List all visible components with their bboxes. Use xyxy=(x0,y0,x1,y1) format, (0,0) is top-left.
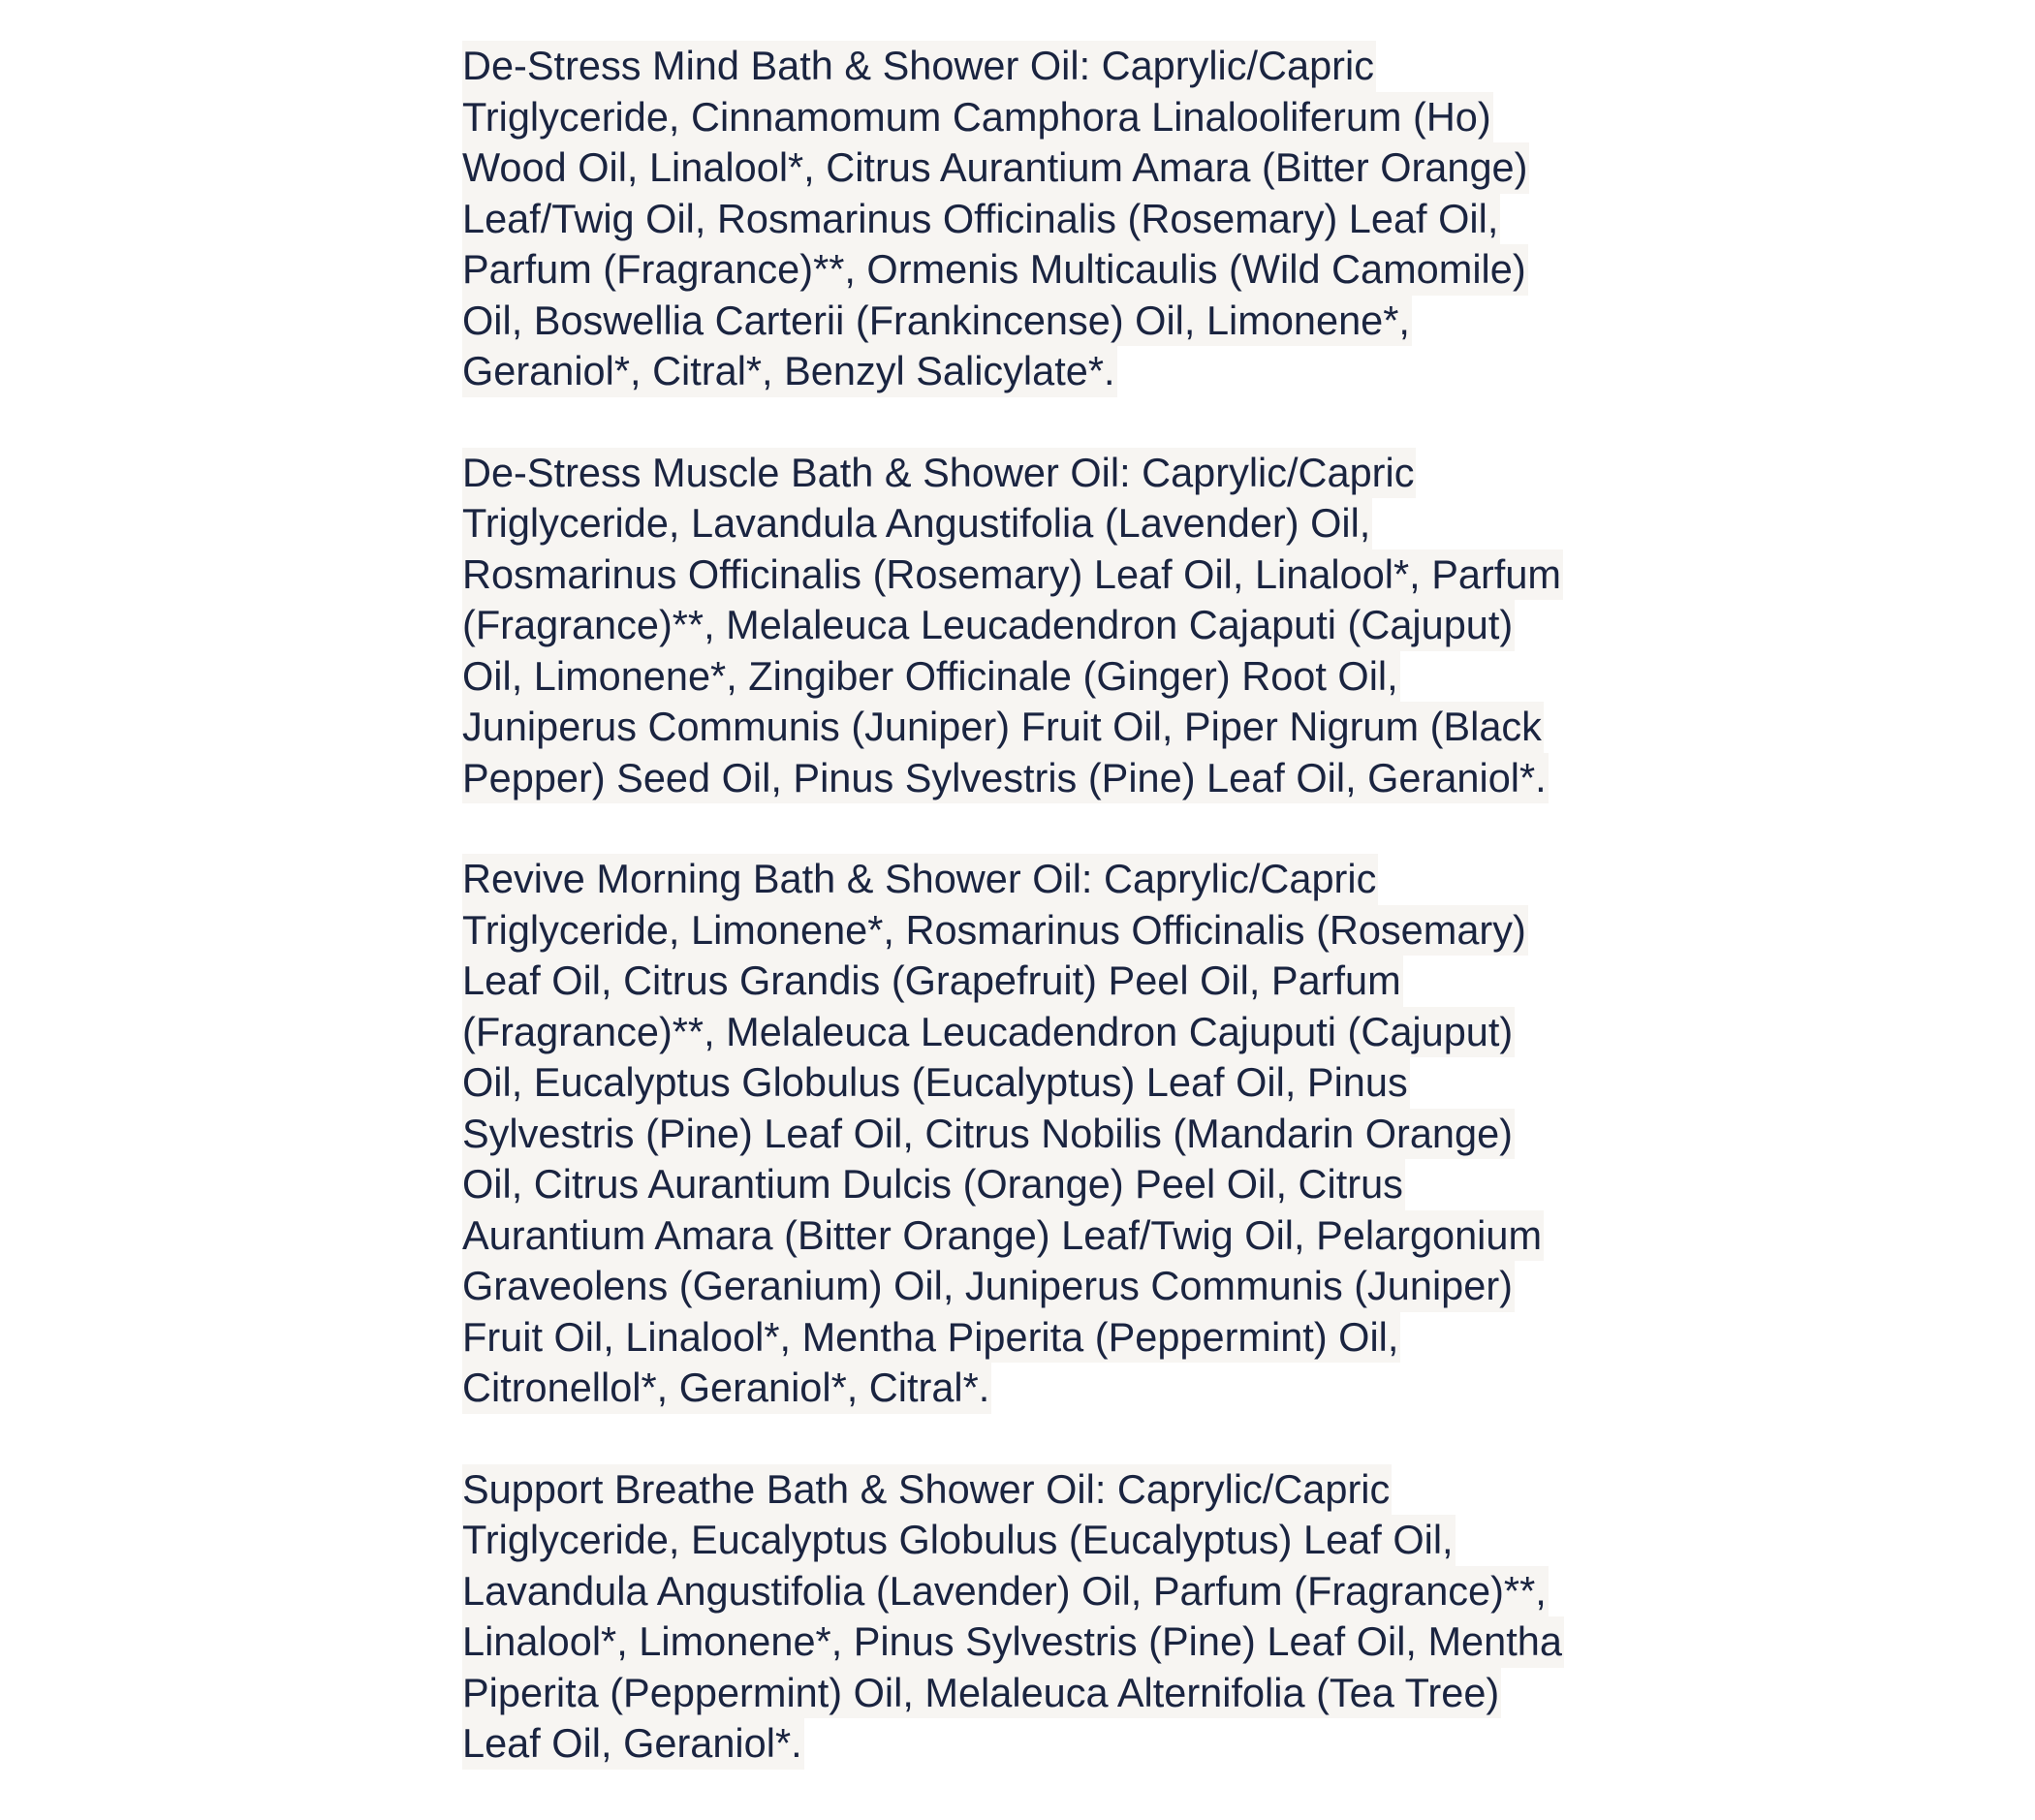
text-line: (Fragrance)**, Melaleuca Leucadendron Cajuputi (Cajuput) xyxy=(462,1007,1515,1058)
text-line: Lavandula Angustifolia (Lavender) Oil, Parfum (Fragrance)**, xyxy=(462,1566,1549,1617)
ingredient-block-de-stress-muscle xyxy=(462,448,1615,804)
ingredient-block-revive-morning xyxy=(462,854,1615,1414)
text-line: Triglyceride, Lavandula Angustifolia (Lavender) Oil, xyxy=(462,498,1372,549)
text-line: Oil, Boswellia Carterii (Frankincense) Oil, Limonene*, xyxy=(462,296,1412,347)
ingredient-block-de-stress-mind xyxy=(462,41,1615,397)
text-line: Juniperus Communis (Juniper) Fruit Oil, Piper Nigrum (Black xyxy=(462,702,1544,753)
ingredient-paragraph xyxy=(462,1464,1615,1770)
text-line: Leaf/Twig Oil, Rosmarinus Officinalis (Rosemary) Leaf Oil, xyxy=(462,194,1500,245)
text-line: Support Breathe Bath & Shower Oil: Caprylic/Capric xyxy=(462,1464,1392,1516)
text-line: Parfum (Fragrance)**, Ormenis Multicaulis (Wild Camomile) xyxy=(462,244,1528,296)
text-line: Sylvestris (Pine) Leaf Oil, Citrus Nobilis (Mandarin Orange) xyxy=(462,1109,1515,1160)
text-line: Leaf Oil, Citrus Grandis (Grapefruit) Peel Oil, Parfum xyxy=(462,956,1403,1007)
text-line: Pepper) Seed Oil, Pinus Sylvestris (Pine) Leaf Oil, Geraniol*. xyxy=(462,753,1549,804)
text-line: Wood Oil, Linalool*, Citrus Aurantium Amara (Bitter Orange) xyxy=(462,142,1529,194)
text-line: Triglyceride, Eucalyptus Globulus (Eucalyptus) Leaf Oil, xyxy=(462,1515,1456,1566)
text-line: Aurantium Amara (Bitter Orange) Leaf/Twig Oil, Pelargonium xyxy=(462,1210,1544,1262)
text-line: Oil, Citrus Aurantium Dulcis (Orange) Peel Oil, Citrus xyxy=(462,1159,1405,1210)
text-line: Linalool*, Limonene*, Pinus Sylvestris (Pine) Leaf Oil, Mentha xyxy=(462,1616,1564,1668)
ingredient-block-support-breathe xyxy=(462,1464,1615,1770)
text-line: Piperita (Peppermint) Oil, Melaleuca Alternifolia (Tea Tree) xyxy=(462,1668,1501,1719)
text-line: Triglyceride, Limonene*, Rosmarinus Officinalis (Rosemary) xyxy=(462,905,1528,957)
text-line: Oil, Eucalyptus Globulus (Eucalyptus) Leaf Oil, Pinus xyxy=(462,1057,1410,1109)
text-line: (Fragrance)**, Melaleuca Leucadendron Cajaputi (Cajuput) xyxy=(462,600,1515,651)
ingredient-paragraph xyxy=(462,41,1615,397)
ingredient-paragraph xyxy=(462,448,1615,804)
text-line: Citronellol*, Geraniol*, Citral*. xyxy=(462,1363,991,1414)
text-line: Revive Morning Bath & Shower Oil: Caprylic/Capric xyxy=(462,854,1378,905)
ingredient-paragraph xyxy=(462,854,1615,1414)
text-line: Triglyceride, Cinnamomum Camphora Linalooliferum (Ho) xyxy=(462,92,1493,143)
text-line: De-Stress Mind Bath & Shower Oil: Caprylic/Capric xyxy=(462,41,1376,92)
text-line: Rosmarinus Officinalis (Rosemary) Leaf Oil, Linalool*, Parfum xyxy=(462,549,1563,601)
text-line: Leaf Oil, Geraniol*. xyxy=(462,1718,804,1770)
text-line: Fruit Oil, Linalool*, Mentha Piperita (Peppermint) Oil, xyxy=(462,1312,1400,1364)
text-line: Oil, Limonene*, Zingiber Officinale (Ginger) Root Oil, xyxy=(462,651,1400,703)
text-line: De-Stress Muscle Bath & Shower Oil: Caprylic/Capric xyxy=(462,448,1416,499)
text-line: Geraniol*, Citral*, Benzyl Salicylate*. xyxy=(462,346,1117,397)
text-line: Graveolens (Geranium) Oil, Juniperus Communis (Juniper) xyxy=(462,1261,1515,1312)
ingredients-document xyxy=(462,41,1615,1820)
